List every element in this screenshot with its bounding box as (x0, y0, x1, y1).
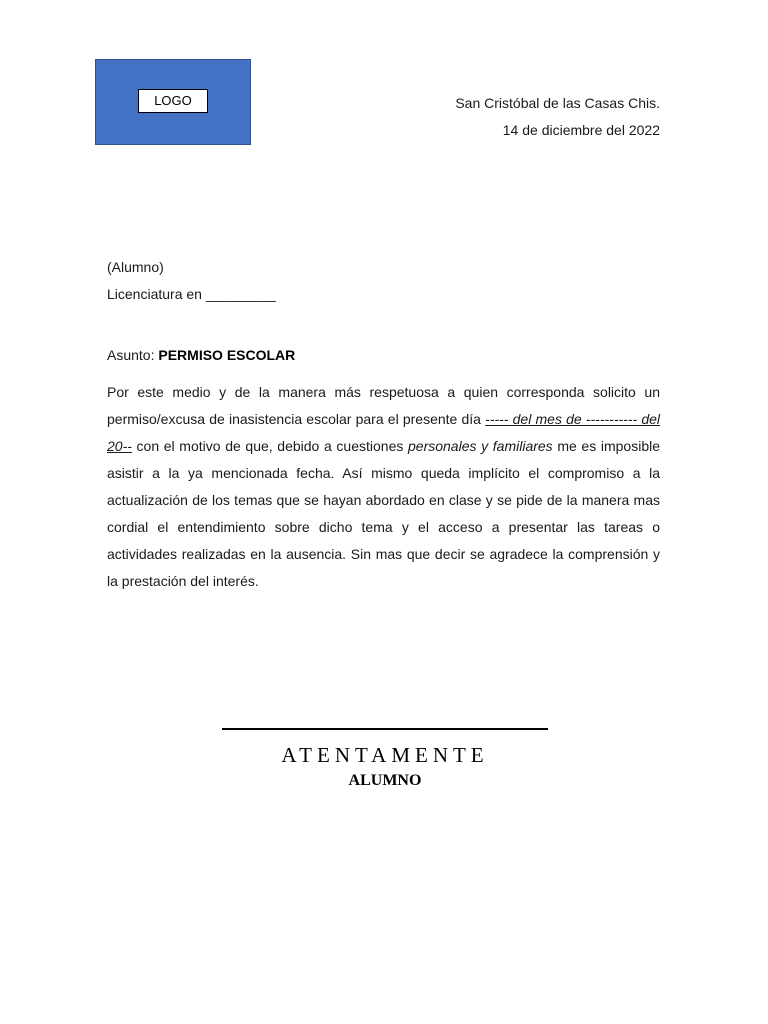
date-blank: ----- del mes de ----------- del 20-- (107, 411, 661, 454)
logo-placeholder (95, 59, 251, 145)
subject-value: PERMISO ESCOLAR (158, 347, 296, 363)
subject-label: Asunto: (107, 347, 159, 363)
body-part-2: con el motivo de que, debido a cuestiones (131, 438, 408, 454)
closing-text: ATENTAMENTE (281, 743, 489, 767)
subject-line (107, 343, 295, 367)
recipient-program: Licenciatura en _________ (107, 286, 276, 302)
body-part-1: Por este medio y de la manera más respetuosa a quien corresponda solicito un permiso/excusa de inasistencia escolar para el presente día (107, 384, 660, 427)
logo-label: LOGO (138, 89, 208, 113)
date-line: 14 de diciembre del 2022 (502, 122, 660, 138)
signature-line (222, 728, 548, 730)
body-part-3: me es imposible asistir a la ya mencionada fecha. Así mismo queda implícito el compromiso a la actualización de los temas que se hayan abordado en clase y se pide de la manera mas cordial el entendimiento sobre dicho tema y el acceso a presentar las tareas o actividades realizadas en la ausencia. Sin mas que decir se agradece la comprensión y la prestación del interés. (107, 438, 660, 589)
reason-text: personales y familiares (408, 438, 553, 454)
recipient-name: (Alumno) (107, 259, 164, 275)
recipient-block (107, 254, 276, 308)
body-paragraph (107, 379, 660, 595)
place-date-block (455, 90, 660, 144)
signer-name: ALUMNO (348, 772, 422, 789)
place-line: San Cristóbal de las Casas Chis. (455, 95, 660, 111)
